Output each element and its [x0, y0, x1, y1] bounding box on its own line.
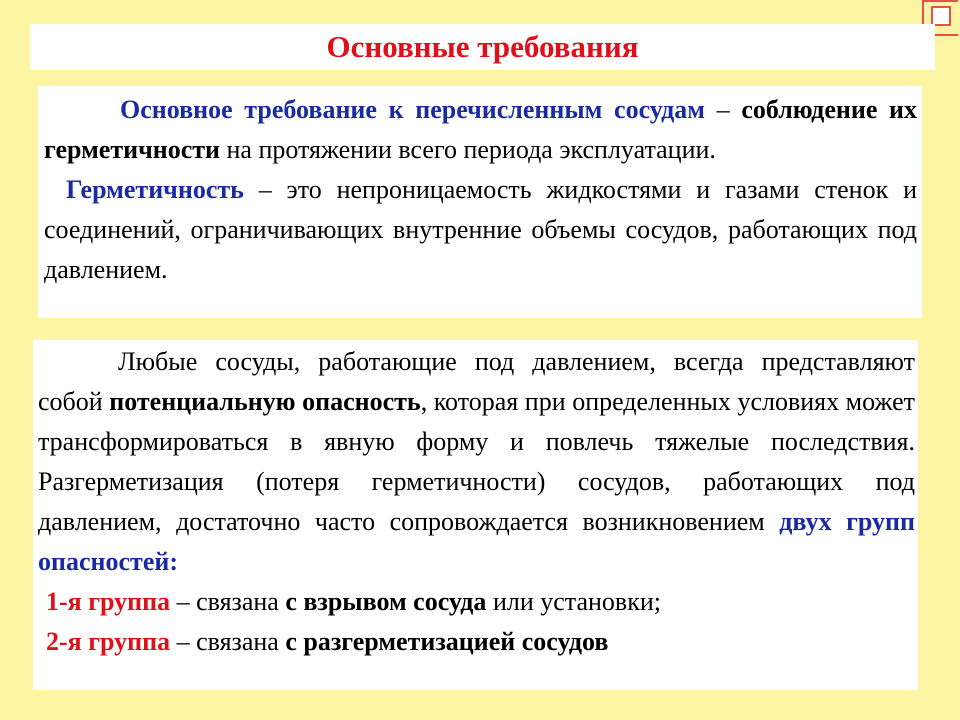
group-2-line — [38, 622, 915, 662]
group-1-text1: – связана — [170, 587, 286, 616]
requirement-dash: – — [705, 95, 742, 124]
hazard-groups-emphasis: двух групп опасностей: — [38, 507, 915, 576]
hazard-text-middle: , которая при определенных условиях может трансформироваться в явную форму и повлечь тяжелые последствия. Разгерметизация (потеря герметичности) сосудов, работающих под давлением, достаточно часто сопровождается возникновением — [38, 387, 915, 536]
group-2-text1: – связана — [170, 627, 286, 656]
requirement-lead: Основное требование к перечисленным сосудам — [120, 95, 705, 124]
requirements-box — [38, 86, 922, 318]
requirement-paragraph — [44, 90, 917, 170]
group-1-bold: с взрывом сосуда — [285, 587, 487, 616]
definition-term: Герметичность — [66, 175, 244, 204]
requirement-rest: на протяжении всего периода эксплуатации. — [220, 135, 716, 164]
page-title: Основные требования — [326, 29, 639, 64]
hazard-text-start: Любые сосуды, работающие под давлением, всегда представляют собой — [38, 347, 915, 416]
hazard-paragraph — [38, 342, 915, 582]
group-1-label: 1-я группа — [46, 587, 171, 616]
requirement-bold: соблюдение их герметичности — [44, 95, 917, 164]
hazard-bold: потенциальную опасность — [109, 387, 421, 416]
group-1-line — [38, 582, 915, 622]
hazards-box — [33, 340, 918, 690]
title-band — [30, 24, 935, 70]
definition-paragraph — [44, 170, 917, 290]
corner-square — [931, 6, 951, 26]
group-2-bold: с разгерметизацией сосудов — [285, 627, 609, 656]
definition-text: – это непроницаемость жидкостями и газами стенок и соединений, ограничивающих внутренние объемы сосудов, работающих под давлением. — [44, 175, 917, 284]
group-1-text2: или установки; — [486, 587, 661, 616]
group-2-label: 2-я группа — [46, 627, 171, 656]
